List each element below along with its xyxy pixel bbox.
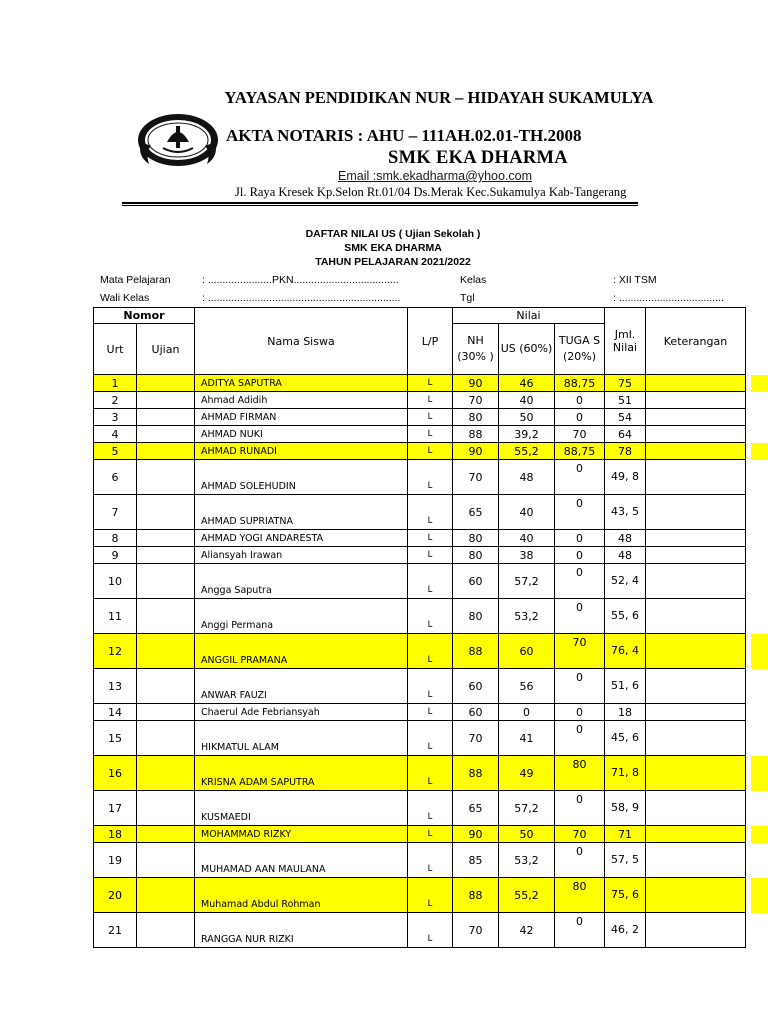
table-row <box>94 843 746 878</box>
row-highlight-bar <box>751 878 768 913</box>
score-tugas-cell: 0 <box>555 704 605 721</box>
table-row <box>94 721 746 756</box>
score-us-cell: 55,2 <box>499 878 555 913</box>
exam-number-cell <box>137 756 195 791</box>
exam-number-cell <box>137 878 195 913</box>
score-us-cell: 56 <box>499 669 555 704</box>
score-tugas-cell: 0 <box>555 547 605 564</box>
student-name-cell: Chaerul Ade Febriansyah <box>195 704 408 721</box>
letterhead-divider <box>122 202 638 204</box>
exam-number-cell <box>137 392 195 409</box>
row-number-cell: 8 <box>94 530 137 547</box>
score-tugas-cell: 88,75 <box>555 443 605 460</box>
score-tugas-cell: 70 <box>555 826 605 843</box>
row-number-cell: 15 <box>94 721 137 756</box>
row-number-cell: 3 <box>94 409 137 426</box>
score-total-cell: 71 <box>605 826 646 843</box>
class-label: Kelas <box>460 274 487 286</box>
row-highlight-bar <box>751 634 768 669</box>
score-nh-cell: 60 <box>453 564 499 599</box>
table-row <box>94 599 746 634</box>
gender-cell: L <box>408 634 453 669</box>
remarks-cell <box>646 669 746 704</box>
table-row <box>94 634 746 669</box>
row-highlight-bar <box>751 443 768 460</box>
gender-cell: L <box>408 704 453 721</box>
header-nilai: Nilai <box>453 308 605 324</box>
table-row <box>94 460 746 495</box>
remarks-cell <box>646 756 746 791</box>
header-jml: Jml. Nilai <box>605 308 646 375</box>
exam-number-cell <box>137 599 195 634</box>
document-subtitle-school: SMK EKA DHARMA <box>344 242 442 254</box>
score-tugas-cell: 0 <box>555 599 605 634</box>
gender-cell: L <box>408 409 453 426</box>
row-number-cell: 9 <box>94 547 137 564</box>
header-urt: Urt <box>94 324 137 375</box>
remarks-cell <box>646 704 746 721</box>
score-us-cell: 50 <box>499 826 555 843</box>
score-tugas-cell: 0 <box>555 564 605 599</box>
score-us-cell: 57,2 <box>499 564 555 599</box>
score-total-cell: 57, 5 <box>605 843 646 878</box>
exam-number-cell <box>137 826 195 843</box>
table-row <box>94 495 746 530</box>
table-row <box>94 443 746 460</box>
score-total-cell: 18 <box>605 704 646 721</box>
table-row <box>94 564 746 599</box>
score-us-cell: 48 <box>499 460 555 495</box>
score-tugas-cell: 0 <box>555 409 605 426</box>
header-lp: L/P <box>408 308 453 375</box>
score-nh-cell: 60 <box>453 704 499 721</box>
student-name-cell: Ahmad Adidih <box>195 392 408 409</box>
score-total-cell: 58, 9 <box>605 791 646 826</box>
score-tugas-cell: 70 <box>555 426 605 443</box>
student-name-cell: KUSMAEDI <box>195 791 408 826</box>
table-row <box>94 547 746 564</box>
score-us-cell: 38 <box>499 547 555 564</box>
remarks-cell <box>646 634 746 669</box>
score-us-cell: 53,2 <box>499 599 555 634</box>
row-highlight-bar <box>751 756 768 791</box>
score-nh-cell: 65 <box>453 791 499 826</box>
score-us-cell: 53,2 <box>499 843 555 878</box>
table-row <box>94 375 746 392</box>
notary-deed: AKTA NOTARIS : AHU – 111AH.02.01-TH.2008 <box>226 126 582 145</box>
table-row <box>94 704 746 721</box>
row-number-cell: 21 <box>94 913 137 948</box>
remarks-cell <box>646 564 746 599</box>
table-row <box>94 530 746 547</box>
table-row <box>94 878 746 913</box>
student-name-cell: Angga Saputra <box>195 564 408 599</box>
remarks-cell <box>646 392 746 409</box>
score-tugas-cell: 0 <box>555 913 605 948</box>
gender-cell: L <box>408 669 453 704</box>
score-nh-cell: 90 <box>453 826 499 843</box>
gender-cell: L <box>408 547 453 564</box>
exam-number-cell <box>137 547 195 564</box>
subject-label: Mata Pelajaran <box>100 274 171 286</box>
score-tugas-cell: 0 <box>555 460 605 495</box>
student-name-cell: AHMAD SOLEHUDIN <box>195 460 408 495</box>
score-total-cell: 64 <box>605 426 646 443</box>
exam-number-cell <box>137 375 195 392</box>
row-number-cell: 7 <box>94 495 137 530</box>
gender-cell: L <box>408 375 453 392</box>
gender-cell: L <box>408 530 453 547</box>
score-nh-cell: 88 <box>453 756 499 791</box>
row-number-cell: 1 <box>94 375 137 392</box>
remarks-cell <box>646 826 746 843</box>
student-name-cell: AHMAD YOGI ANDARESTA <box>195 530 408 547</box>
row-number-cell: 10 <box>94 564 137 599</box>
score-us-cell: 46 <box>499 375 555 392</box>
score-us-cell: 40 <box>499 495 555 530</box>
remarks-cell <box>646 375 746 392</box>
gender-cell: L <box>408 913 453 948</box>
score-us-cell: 39,2 <box>499 426 555 443</box>
student-name-cell: HIKMATUL ALAM <box>195 721 408 756</box>
table-row <box>94 392 746 409</box>
header-tugas: TUGA S (20%) <box>555 324 605 375</box>
row-number-cell: 2 <box>94 392 137 409</box>
score-nh-cell: 80 <box>453 599 499 634</box>
document-title: DAFTAR NILAI US ( Ujian Sekolah ) <box>305 228 481 240</box>
score-tugas-cell: 0 <box>555 843 605 878</box>
score-us-cell: 57,2 <box>499 791 555 826</box>
score-us-cell: 50 <box>499 409 555 426</box>
student-name-cell: AHMAD FIRMAN <box>195 409 408 426</box>
header-ujian: Ujian <box>137 324 195 375</box>
score-tugas-cell: 70 <box>555 634 605 669</box>
student-name-cell: Anggi Permana <box>195 599 408 634</box>
class-value: : XII TSM <box>613 274 657 286</box>
score-us-cell: 40 <box>499 530 555 547</box>
score-us-cell: 60 <box>499 634 555 669</box>
score-tugas-cell: 0 <box>555 495 605 530</box>
table-row <box>94 409 746 426</box>
row-number-cell: 20 <box>94 878 137 913</box>
remarks-cell <box>646 547 746 564</box>
row-number-cell: 6 <box>94 460 137 495</box>
foundation-name: YAYASAN PENDIDIKAN NUR – HIDAYAH SUKAMULYA <box>224 88 654 107</box>
exam-number-cell <box>137 495 195 530</box>
student-name-cell: MUHAMAD AAN MAULANA <box>195 843 408 878</box>
score-total-cell: 49, 8 <box>605 460 646 495</box>
gender-cell: L <box>408 599 453 634</box>
exam-number-cell <box>137 409 195 426</box>
row-number-cell: 16 <box>94 756 137 791</box>
exam-number-cell <box>137 791 195 826</box>
table-row <box>94 826 746 843</box>
exam-number-cell <box>137 704 195 721</box>
gender-cell: L <box>408 826 453 843</box>
score-us-cell: 42 <box>499 913 555 948</box>
score-tugas-cell: 0 <box>555 791 605 826</box>
score-nh-cell: 80 <box>453 530 499 547</box>
score-nh-cell: 88 <box>453 634 499 669</box>
student-name-cell: MOHAMMAD RIZKY <box>195 826 408 843</box>
row-highlight-bar <box>751 826 768 843</box>
student-name-cell: ANWAR FAUZI <box>195 669 408 704</box>
header-keterangan: Keterangan <box>646 308 746 375</box>
exam-number-cell <box>137 721 195 756</box>
score-nh-cell: 70 <box>453 460 499 495</box>
row-highlight-bar <box>751 375 768 392</box>
score-nh-cell: 80 <box>453 547 499 564</box>
gender-cell: L <box>408 756 453 791</box>
document-subtitle-year: TAHUN PELAJARAN 2021/2022 <box>315 256 471 268</box>
remarks-cell <box>646 443 746 460</box>
date-value: : .................................... <box>613 292 724 304</box>
school-emblem-icon <box>137 112 219 168</box>
remarks-cell <box>646 913 746 948</box>
row-number-cell: 19 <box>94 843 137 878</box>
remarks-cell <box>646 721 746 756</box>
remarks-cell <box>646 599 746 634</box>
score-total-cell: 51 <box>605 392 646 409</box>
table-row <box>94 426 746 443</box>
row-number-cell: 11 <box>94 599 137 634</box>
table-row <box>94 913 746 948</box>
score-total-cell: 43, 5 <box>605 495 646 530</box>
student-name-cell: AHMAD NUKI <box>195 426 408 443</box>
score-total-cell: 75, 6 <box>605 878 646 913</box>
score-nh-cell: 88 <box>453 426 499 443</box>
exam-number-cell <box>137 634 195 669</box>
score-total-cell: 71, 8 <box>605 756 646 791</box>
exam-number-cell <box>137 564 195 599</box>
email-link[interactable]: Email :smk.ekadharma@yhoo.com <box>338 169 533 183</box>
student-name-cell: AHMAD RUNADI <box>195 443 408 460</box>
student-name-cell: RANGGA NUR RIZKI <box>195 913 408 948</box>
row-number-cell: 13 <box>94 669 137 704</box>
exam-number-cell <box>137 530 195 547</box>
row-number-cell: 4 <box>94 426 137 443</box>
gender-cell: L <box>408 426 453 443</box>
gender-cell: L <box>408 791 453 826</box>
gender-cell: L <box>408 443 453 460</box>
school-name: SMK EKA DHARMA <box>388 148 568 168</box>
row-number-cell: 12 <box>94 634 137 669</box>
subject-value: : ......................PKN.................................... <box>202 274 399 286</box>
score-total-cell: 46, 2 <box>605 913 646 948</box>
remarks-cell <box>646 843 746 878</box>
remarks-cell <box>646 426 746 443</box>
score-nh-cell: 90 <box>453 375 499 392</box>
header-nomor: Nomor <box>94 308 195 324</box>
exam-number-cell <box>137 913 195 948</box>
student-name-cell: KRISNA ADAM SAPUTRA <box>195 756 408 791</box>
remarks-cell <box>646 460 746 495</box>
remarks-cell <box>646 791 746 826</box>
exam-number-cell <box>137 426 195 443</box>
gender-cell: L <box>408 495 453 530</box>
score-total-cell: 52, 4 <box>605 564 646 599</box>
header-nama: Nama Siswa <box>195 308 408 375</box>
remarks-cell <box>646 530 746 547</box>
score-nh-cell: 85 <box>453 843 499 878</box>
score-tugas-cell: 0 <box>555 721 605 756</box>
student-name-cell: Aliansyah Irawan <box>195 547 408 564</box>
row-number-cell: 17 <box>94 791 137 826</box>
remarks-cell <box>646 409 746 426</box>
score-tugas-cell: 80 <box>555 756 605 791</box>
student-name-cell: AHMAD SUPRIATNA <box>195 495 408 530</box>
gender-cell: L <box>408 721 453 756</box>
remarks-cell <box>646 495 746 530</box>
score-nh-cell: 70 <box>453 392 499 409</box>
score-nh-cell: 60 <box>453 669 499 704</box>
score-total-cell: 54 <box>605 409 646 426</box>
score-total-cell: 48 <box>605 530 646 547</box>
date-label: Tgl <box>460 292 475 304</box>
row-number-cell: 5 <box>94 443 137 460</box>
gender-cell: L <box>408 843 453 878</box>
score-total-cell: 51, 6 <box>605 669 646 704</box>
score-tugas-cell: 0 <box>555 392 605 409</box>
table-row <box>94 791 746 826</box>
score-total-cell: 55, 6 <box>605 599 646 634</box>
score-nh-cell: 70 <box>453 913 499 948</box>
score-tugas-cell: 0 <box>555 530 605 547</box>
exam-number-cell <box>137 669 195 704</box>
score-nh-cell: 70 <box>453 721 499 756</box>
header-nh: NH (30% ) <box>453 324 499 375</box>
gender-cell: L <box>408 392 453 409</box>
row-number-cell: 14 <box>94 704 137 721</box>
homeroom-value: : .................................................................. <box>202 292 401 304</box>
score-tugas-cell: 80 <box>555 878 605 913</box>
score-tugas-cell: 0 <box>555 669 605 704</box>
score-us-cell: 55,2 <box>499 443 555 460</box>
score-total-cell: 45, 6 <box>605 721 646 756</box>
score-nh-cell: 80 <box>453 409 499 426</box>
score-total-cell: 48 <box>605 547 646 564</box>
score-tugas-cell: 88,75 <box>555 375 605 392</box>
exam-number-cell <box>137 843 195 878</box>
score-total-cell: 78 <box>605 443 646 460</box>
score-total-cell: 76, 4 <box>605 634 646 669</box>
homeroom-label: Wali Kelas <box>100 292 150 304</box>
school-address: Jl. Raya Kresek Kp.Selon Rt.01/04 Ds.Merak Kec.Sukamulya Kab-Tangerang <box>235 185 627 199</box>
letterhead-divider-thin <box>122 205 638 206</box>
student-name-cell: ADITYA SAPUTRA <box>195 375 408 392</box>
student-name-cell: ANGGIL PRAMANA <box>195 634 408 669</box>
header-us: US (60%) <box>499 324 555 375</box>
school-email <box>338 169 532 183</box>
score-nh-cell: 88 <box>453 878 499 913</box>
score-us-cell: 41 <box>499 721 555 756</box>
row-number-cell: 18 <box>94 826 137 843</box>
table-row <box>94 756 746 791</box>
gender-cell: L <box>408 564 453 599</box>
table-row <box>94 669 746 704</box>
exam-number-cell <box>137 460 195 495</box>
grades-table <box>93 307 746 948</box>
score-total-cell: 75 <box>605 375 646 392</box>
score-nh-cell: 90 <box>453 443 499 460</box>
gender-cell: L <box>408 460 453 495</box>
gender-cell: L <box>408 878 453 913</box>
score-us-cell: 49 <box>499 756 555 791</box>
score-nh-cell: 65 <box>453 495 499 530</box>
exam-number-cell <box>137 443 195 460</box>
student-name-cell: Muhamad Abdul Rohman <box>195 878 408 913</box>
score-us-cell: 40 <box>499 392 555 409</box>
score-us-cell: 0 <box>499 704 555 721</box>
remarks-cell <box>646 878 746 913</box>
